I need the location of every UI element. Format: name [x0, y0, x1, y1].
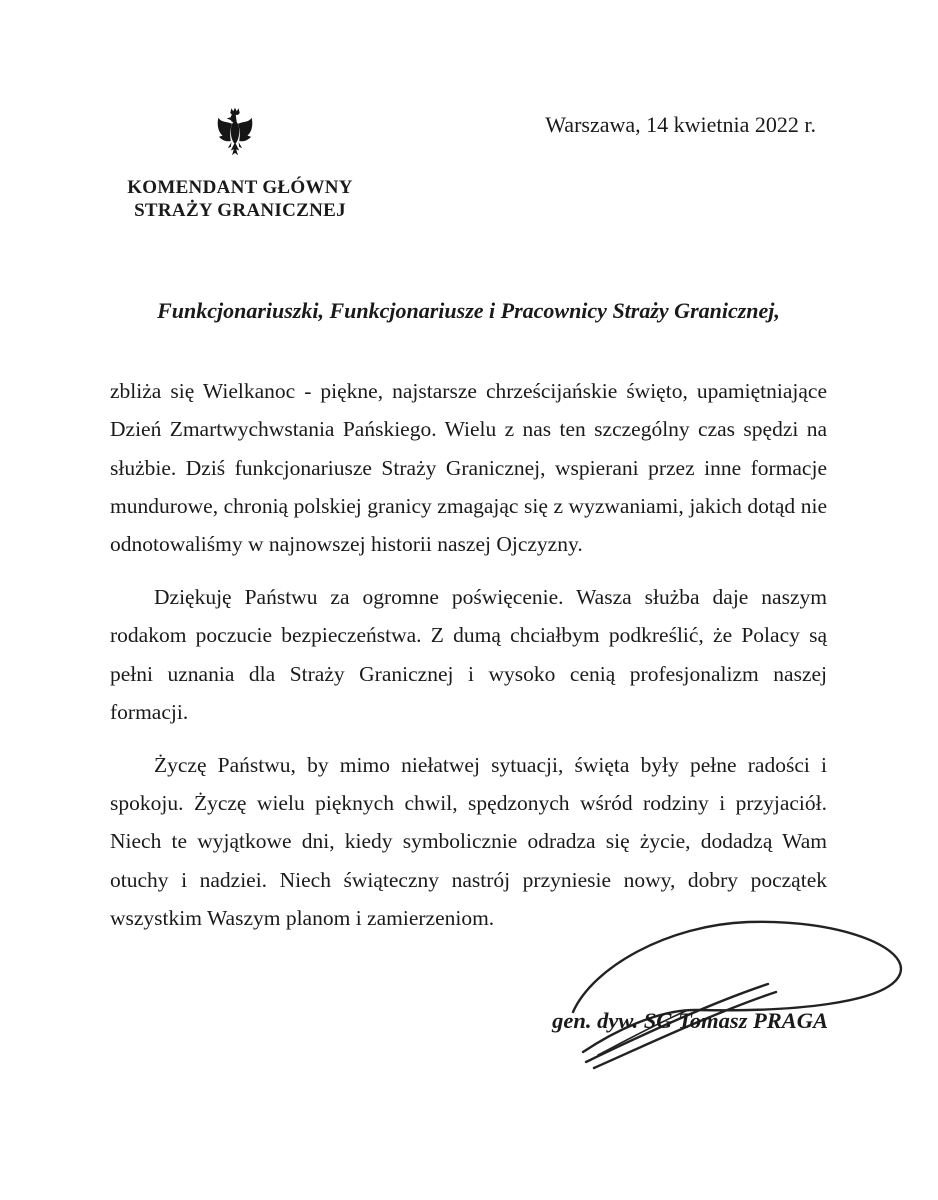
- place-date-line: Warszawa, 14 kwietnia 2022 r.: [545, 112, 816, 137]
- paragraph-3: Życzę Państwu, by mimo niełatwej sytuacji, święta były pełne radości i spokoju. Życzę wielu pięknych chwil, spędzonych wśród rodziny i przyjaciół. Niech te wyjątkowe dni, kiedy symbolicznie odradza się życie, dodadzą Wam otuchy i nadziei. Niech świąteczny nastrój przyniesie nowy, dobry początek wszystkim Waszym planom i zamierzeniom.: [110, 753, 827, 930]
- paragraph-2: Dziękuję Państwu za ogromne poświęcenie. Wasza służba daje naszym rodakom poczucie bezpieczeństwa. Z dumą chciałbym podkreślić, że Polacy są pełni uznania dla Straży Granicznej i wysoko cenią profesjonalizm naszej formacji.: [110, 585, 827, 724]
- signature-scribble-icon: [538, 912, 928, 1077]
- sender-title-line1: KOMENDANT GŁÓWNY: [127, 177, 353, 198]
- sender-title-line2: STRAŻY GRANICZNEJ: [134, 200, 346, 221]
- polish-eagle-icon: [216, 106, 254, 164]
- paragraph-1: zbliża się Wielkanoc - piękne, najstarsze chrześcijańskie święto, upamiętniające Dzień Zmartwychwstania Pańskiego. Wielu z nas ten szczególny czas spędzi na służbie. Dziś funkcjonariusze Straży Granicznej, wspierani przez inne formacje mundurowe, chronią polskiej granicy zmagając się z wyzwaniami, jakich dotąd nie odnotowaliśmy w najnowszej historii naszej Ojczyzny.: [110, 379, 827, 557]
- letter-body: [110, 292, 827, 937]
- salutation: Funkcjonariuszki, Funkcjonariusze i Pracownicy Straży Granicznej,: [157, 298, 780, 323]
- sender-letterhead: [118, 176, 362, 222]
- signer-name: gen. dyw. SG Tomasz PRAGA: [552, 1008, 828, 1033]
